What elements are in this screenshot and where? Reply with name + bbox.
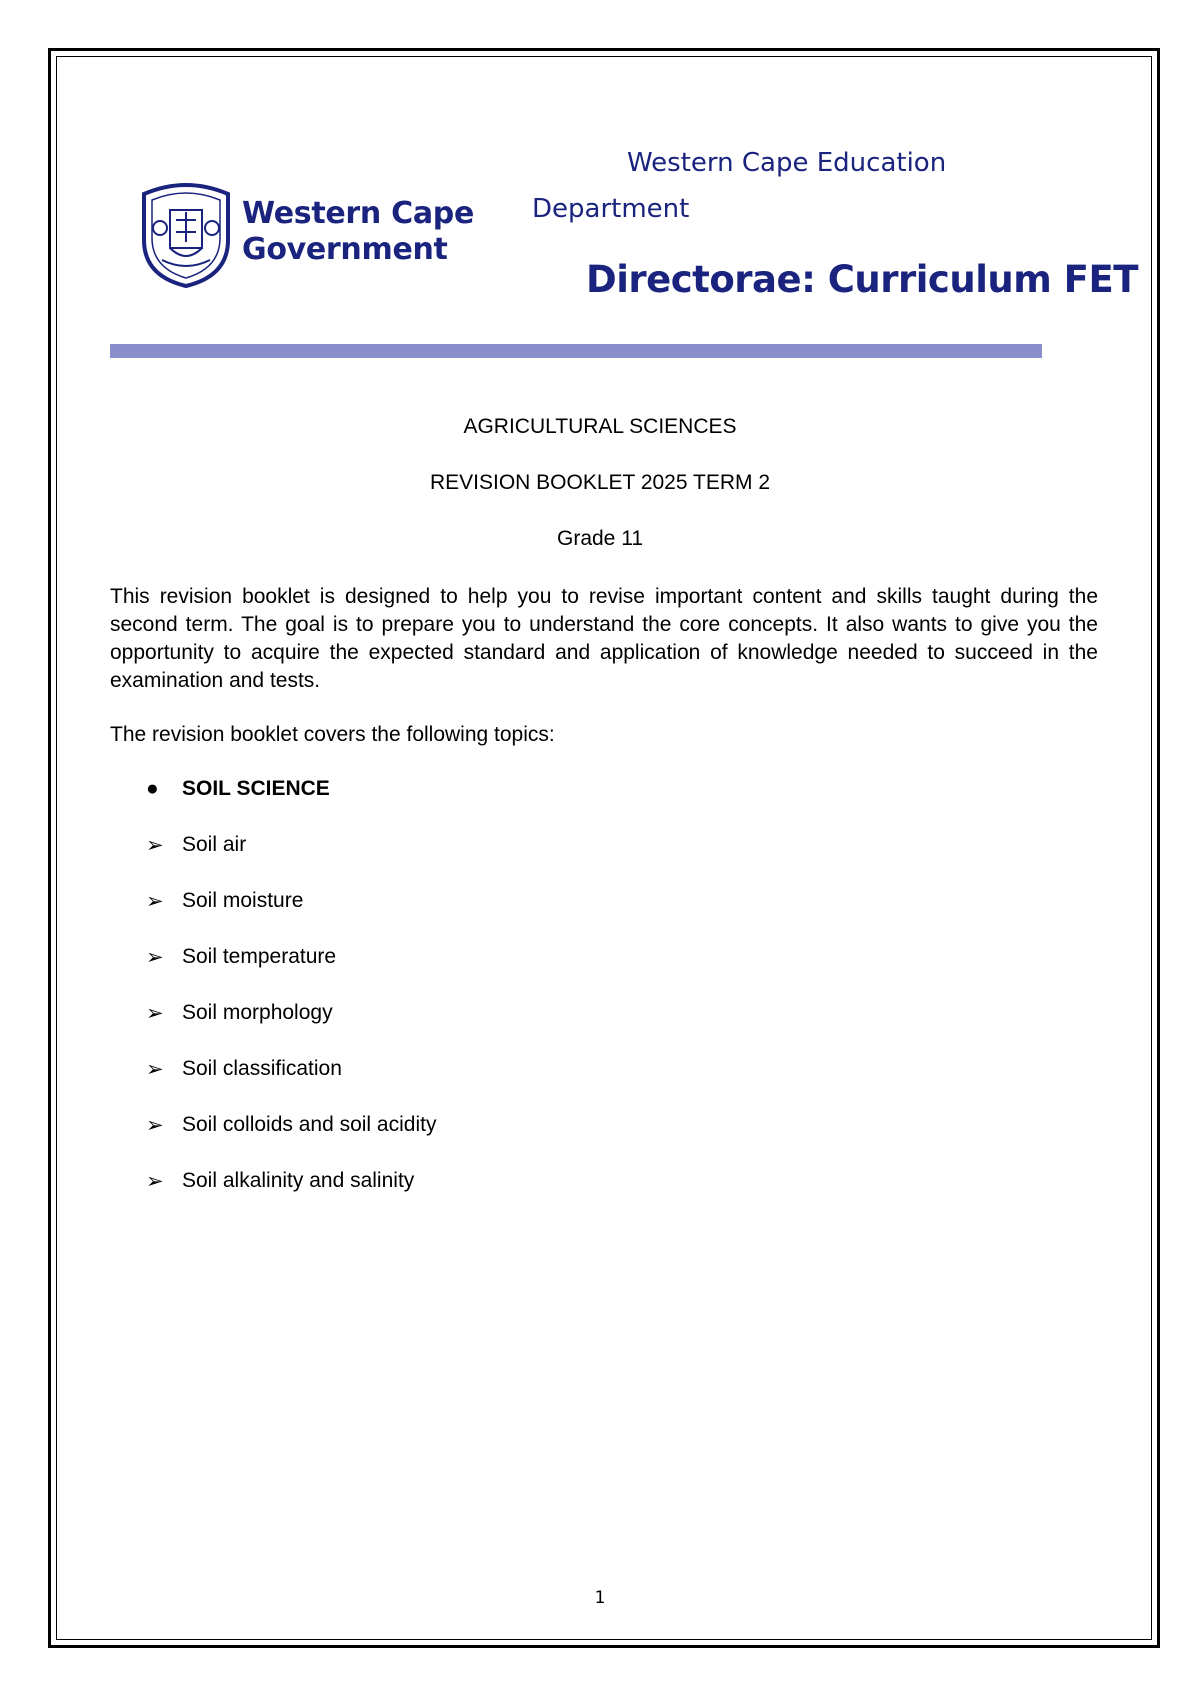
topic-list [146,777,436,1225]
arrow-bullet-icon: ➢ [146,834,164,857]
list-item [146,1169,436,1225]
topic-label: Soil air [182,833,247,856]
coat-of-arms-logo-icon [136,180,236,290]
arrow-bullet-icon: ➢ [146,1002,164,1025]
list-item [146,945,436,1001]
arrow-bullet-icon: ➢ [146,1058,164,1081]
logo-line-1: Western Cape [242,196,474,231]
list-item [146,1001,436,1057]
topic-label: Soil alkalinity and salinity [182,1169,415,1192]
list-item [146,889,436,945]
topic-label: Soil morphology [182,1001,333,1024]
list-item [146,833,436,889]
grade-label: Grade 11 [557,527,643,550]
topic-label: Soil colloids and soil acidity [182,1113,437,1136]
topics-lead-text: The revision booklet covers the following topics: [110,723,555,746]
page-number: 1 [594,1588,606,1608]
department-name-line-2: Department [532,194,690,224]
header-divider [110,344,1042,358]
list-item [146,1057,436,1113]
list-item [146,777,436,833]
topic-label: Soil classification [182,1057,342,1080]
arrow-bullet-icon: ➢ [146,1170,164,1193]
arrow-bullet-icon: ➢ [146,946,164,969]
list-item [146,1113,436,1169]
document-title: AGRICULTURAL SCIENCES [463,415,737,438]
intro-paragraph: This revision booklet is designed to help you to revise important content and skills taught during the second term. The goal is to prepare you to understand the core concepts. It also wants to give you the opportunity to acquire the expected standard and application of knowledge needed to succeed in the examination and tests. [110,585,1098,692]
department-name-line-1: Western Cape Education [627,148,947,178]
arrow-bullet-icon: ➢ [146,1114,164,1137]
logo-line-2: Government [242,232,448,267]
topic-label: Soil temperature [182,945,337,968]
directorate-heading: Directorae: Curriculum FET [586,258,1138,301]
bullet-dot-icon: ● [146,777,159,800]
arrow-bullet-icon: ➢ [146,890,164,913]
logo-wordmark [242,196,474,268]
topic-heading: SOIL SCIENCE [182,777,330,800]
topic-label: Soil moisture [182,889,304,912]
document-subtitle: REVISION BOOKLET 2025 TERM 2 [429,471,771,494]
